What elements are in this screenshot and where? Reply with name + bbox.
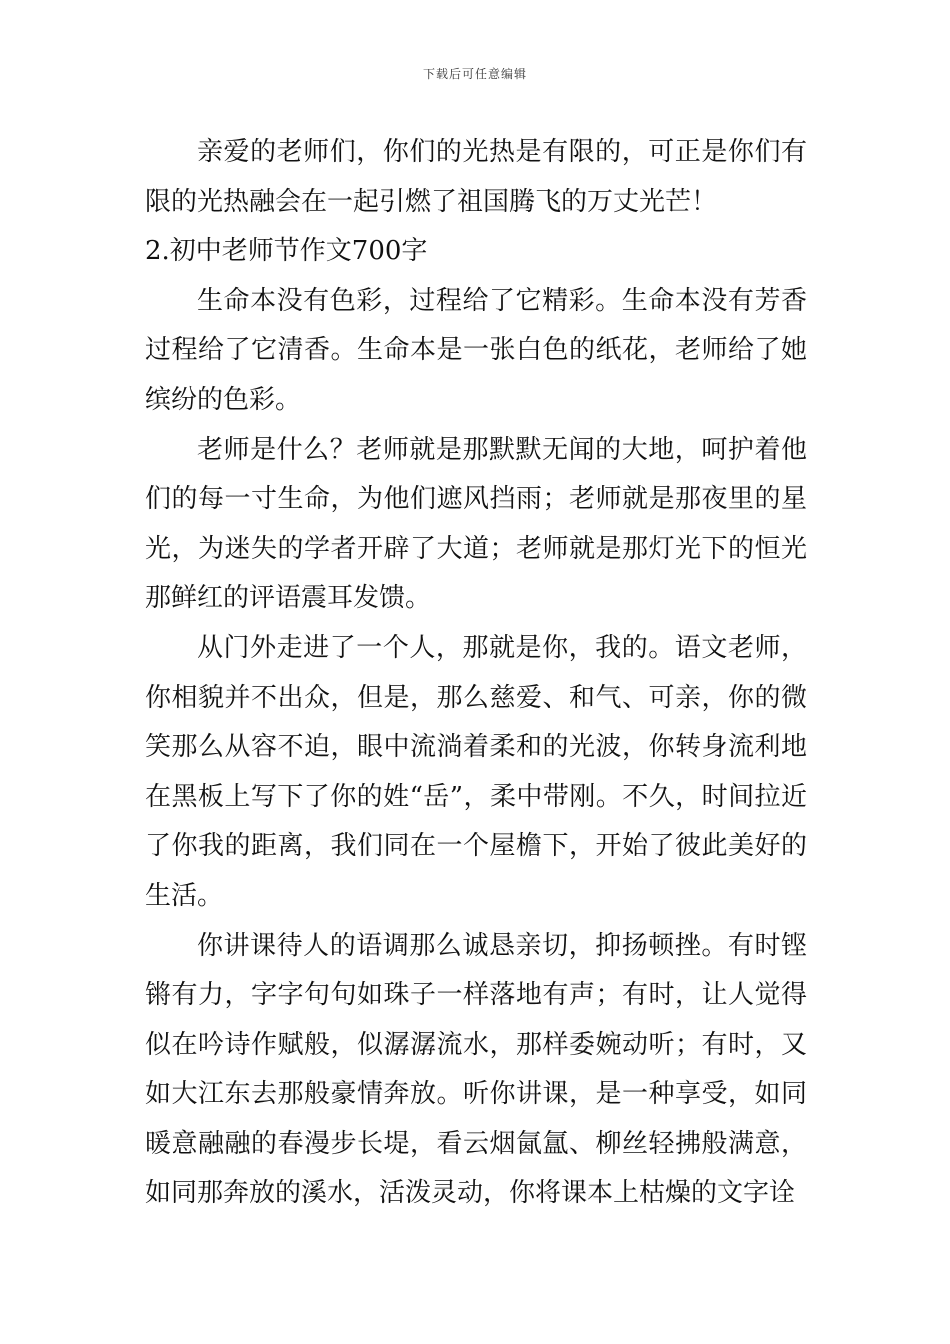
section-heading: 2.初中老师节作文700字 [145, 236, 428, 267]
page-header: 下载后可任意编辑 [422, 67, 527, 81]
paragraph-2: 生命本没有色彩，过程给了它精彩。生命本没有芳香过程给了它清香。生命本是一张白色的纸花，老师给了她缤纷的色彩。 [145, 285, 807, 415]
document-body [145, 128, 807, 1219]
paragraph-5: 你讲课待人的语调那么诚恳亲切，抑扬顿挫。有时铿锵有力，字字句句如珠子一样落地有声；有时，让人觉得似在吟诗作赋般，似潺潺流水，那样委婉动听；有时，又如大江东去那般豪情奔放。听你讲课，是一种享受，如同暖意融融的春漫步长堤，看云烟氤氲、柳丝轻拂般满意，如同那奔放的溪水，活泼灵动，你将课本上枯燥的文字诠 [145, 930, 807, 1209]
paragraph-4: 从门外走进了一个人，那就是你，我的。语文老师，你相貌并不出众，但是，那么慈爱、和气、可亲，你的微笑那么从容不迫，眼中流淌着柔和的光波，你转身流利地在黑板上写下了你的姓“岳”，柔中带刚。不久，时间拉近了你我的距离，我们同在一个屋檐下，开始了彼此美好的生活。 [145, 632, 807, 911]
paragraph-1: 亲爱的老师们，你们的光热是有限的，可正是你们有限的光热融会在一起引燃了祖国腾飞的万丈光芒！ [145, 137, 807, 217]
paragraph-3: 老师是什么？老师就是那默默无闻的大地，呵护着他们的每一寸生命，为他们遮风挡雨；老师就是那夜里的星光，为迷失的学者开辟了大道；老师就是那灯光下的恒光那鲜红的评语震耳发馈。 [145, 434, 807, 614]
